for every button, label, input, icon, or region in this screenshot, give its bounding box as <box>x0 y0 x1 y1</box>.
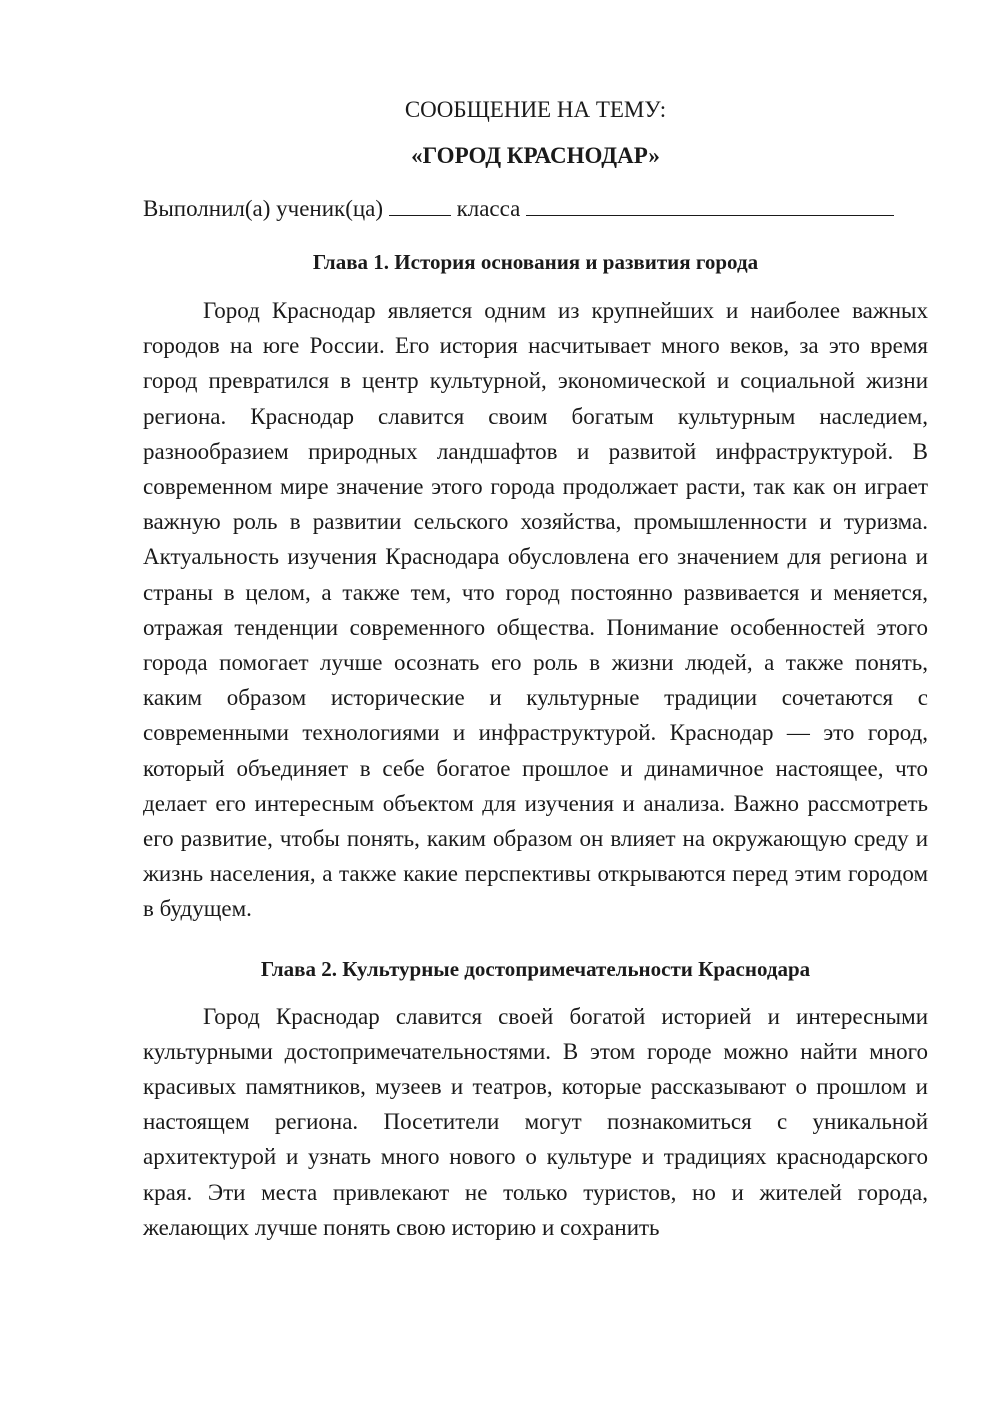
document-heading: СООБЩЕНИЕ НА ТЕМУ: <box>404 97 667 122</box>
document-content <box>143 95 928 1245</box>
class-name-blank-field <box>526 195 894 216</box>
chapter-1-paragraph: Город Краснодар является одним из крупнейших и наиболее важных городов на юге России. Его история насчитывает много веков, за это время город превратился в центр культурной, экономической и социальной жизни региона. Краснодар славится своим богатым культурным наследием, разнообразием природных ландшафтов и развитой инфраструктурой. В современном мире значение этого города продолжает расти, так как он играет важную роль в развитии сельского хозяйства, промышленности и туризма. Актуальность изучения Краснодара обусловлена его значением для региона и страны в целом, а также тем, что город постоянно развивается и меняется, отражая тенденции современного общества. Понимание особенностей этого города помогает лучше осознать его роль в жизни людей, а также понять, каким образом исторические и культурные традиции сочетаются с современными технологиями и инфраструктурой. Краснодар — это город, который объединяет в себе богатое прошлое и динамичное настоящее, что делает его интересным объектом для изучения и анализа. Важно рассмотреть его развитие, чтобы понять, каким образом он влияет на окружающую среду и жизнь населения, а также какие перспективы открываются перед этим городом в будущем. <box>143 298 928 922</box>
grade-blank-field <box>389 195 451 216</box>
document-title: «ГОРОД КРАСНОДАР» <box>411 143 660 168</box>
chapter-2-paragraph: Город Краснодар славится своей богатой историей и интересными культурными достопримечательностями. В этом городе можно найти много красивых памятников, музеев и театров, которые рассказывают о прошлом и настоящем региона. Посетители могут познакомиться с уникальной архитектурой и узнать много нового о культуре и традициях краснодарского края. Эти места привлекают не только туристов, но и жителей города, желающих лучше понять свою историю и сохранить <box>143 1003 928 1240</box>
author-class-label: класса <box>456 196 521 221</box>
chapter-1-title: Глава 1. История основания и развития города <box>312 250 759 274</box>
author-line <box>143 194 928 224</box>
chapter-2-title: Глава 2. Культурные достопримечательности Краснодара <box>260 956 811 981</box>
author-prefix: Выполнил(а) ученик(ца) <box>143 196 384 221</box>
